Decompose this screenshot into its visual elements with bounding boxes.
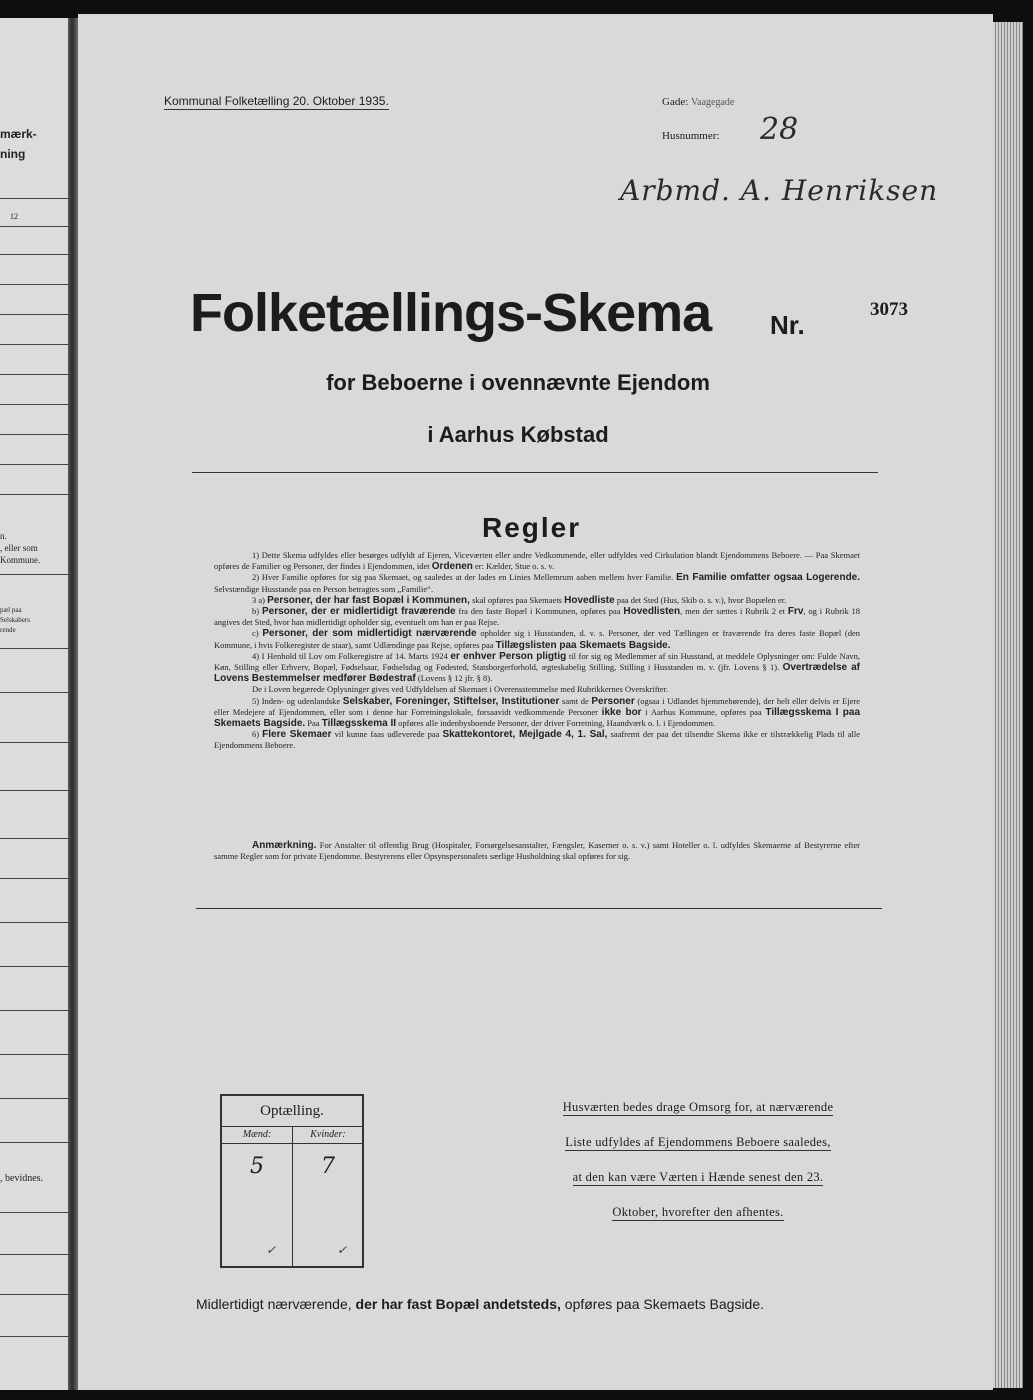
left-page-text: mærk- bbox=[0, 127, 37, 141]
notice-line-4: Oktober, hvorefter den afhentes. bbox=[612, 1205, 784, 1219]
left-page-text: Kommune. bbox=[0, 555, 41, 565]
left-page-rule bbox=[0, 878, 74, 879]
gade-row bbox=[662, 96, 734, 108]
count-box-caption: Optælling. bbox=[222, 1096, 362, 1127]
left-page-rule bbox=[0, 344, 74, 345]
form-title: Folketællings-Skema bbox=[190, 283, 712, 343]
gade-value: Vaagegade bbox=[691, 97, 735, 108]
left-page-rule bbox=[0, 374, 74, 375]
left-page-rule bbox=[0, 254, 74, 255]
women-label: Kvinder: bbox=[293, 1127, 363, 1144]
left-page-rule bbox=[0, 742, 74, 743]
left-page-text: ning bbox=[0, 147, 26, 161]
left-page-text: rende bbox=[0, 626, 16, 634]
men-count: 5 bbox=[250, 1154, 264, 1179]
book-gutter bbox=[68, 18, 78, 1390]
notice-line-3: at den kan være Værten i Hænde senest den 23. bbox=[572, 1170, 824, 1184]
landlord-notice bbox=[518, 1100, 878, 1240]
left-page-rule bbox=[0, 648, 74, 649]
left-page-rule bbox=[0, 692, 74, 693]
rule-3b: b) Personer, der er midlertidigt fraværende fra den faste Bopæl i Kommunen, opføres paa Hovedlisten, men der sættes i Rubrik 2 et Frv, og i Rubrik 18 angives det Sted, hvor han midlertidigt opholder sig, eventuelt om han er paa Rejse. bbox=[214, 606, 861, 628]
rule-4: 4) I Henhold til Lov om Folkeregistre af 14. Marts 1924 er enhver Person pligtig til for sig og Medlemmer af sin Husstand, at meddele Oplysninger om: Fulde Navn, Køn, Stilling eller Erhverv, Bopæl, Fødselsaar, Fødselsdag og Fødested, Statsborgerforhold, ægteskabelig Stilling, Stilling i Husstanden m. v. (jfr. Lovens § 1). Overtrædelse af Lovens Bestemmelser medfører Bødestraf (Lovens § 12 jfr. § 8). bbox=[214, 650, 861, 685]
husnummer-label: Husnummer: bbox=[662, 130, 720, 142]
rule-5: 5) Inden- og udenlandske Selskaber, Foreninger, Stiftelser, Institutioner samt de Personer (ogsaa i Udlandet hjemmehørende), der helt eller delvis er Ejere eller Medejere af Ejendommen, eller som i denne har Forretningslokale, forsaavidt vedkommende Personer ikke bor i Aarhus Kommune, opføres paa Tillægsskema I paa Skemaets Bagside. Paa Tillægsskema II opføres alle indenbysboende Personer, der driver Forretning, Haandværk o. l. i Ejendommen. bbox=[214, 695, 861, 730]
left-page-rule bbox=[0, 838, 74, 839]
left-page-rule bbox=[0, 226, 74, 227]
gade-label: Gade: bbox=[662, 96, 689, 108]
rule-6: 6) Flere Skemaer vil kunne faas udleverede paa Skattekontoret, Mejlgade 4, 1. Sal, saafremt der paa det tilsendte Skema ikke er tilstrækkelig Plads til alle Ejendommens Beboere. bbox=[214, 729, 861, 751]
left-page-rule bbox=[0, 464, 74, 465]
left-page-rule bbox=[0, 314, 74, 315]
notice-line-1: Husværten bedes drage Omsorg for, at nærværende bbox=[562, 1100, 834, 1114]
left-page-text: , bevidnes. bbox=[0, 1173, 44, 1184]
left-page-rule bbox=[0, 404, 74, 405]
remark-label: Anmærkning. bbox=[252, 840, 317, 851]
left-page-rule bbox=[0, 198, 74, 199]
left-page-rule bbox=[0, 922, 74, 923]
form-subtitle-line2: i Aarhus Købstad bbox=[427, 422, 609, 447]
left-page-rule bbox=[0, 284, 74, 285]
rule-2: 2) Hver Familie opføres for sig paa Skemaet, og saaledes at der lades en Linies Mellemrum aaben mellem hver Familie. En Familie omfatter ogsaa Logerende. Selvstændige Husstande paa en Person betragtes som „Familie“. bbox=[214, 572, 861, 594]
left-page-text: n. bbox=[0, 531, 7, 541]
left-page-text: Selskabers bbox=[0, 616, 30, 624]
left-page-rule bbox=[0, 1054, 74, 1055]
census-form-page bbox=[78, 14, 993, 1390]
remark-text: Anmærkning. For Anstalter til offentlig Brug (Hospitaler, Forsørgelsesanstalter, Fængsler, Kaserner o. s. v.) samt Hoteller o. l. udfyldes Skemaerne af Bestyrerne efter samme Regler som for private Ejendomme. Bestyrerens eller Opsynspersonalets særlige Husholdning skal opføres for sig. bbox=[214, 840, 860, 862]
men-column bbox=[222, 1127, 292, 1266]
left-page-rule bbox=[0, 790, 74, 791]
left-page-rule bbox=[0, 1254, 74, 1255]
form-subtitle-line1: for Beboerne i ovennævnte Ejendom bbox=[326, 370, 710, 395]
husnummer-row bbox=[662, 130, 719, 142]
rule-4b: De i Loven begærede Oplysninger gives ved Udfyldelsen af Skemaet i Overensstemmelse med Rubrikkernes Overskrifter. bbox=[252, 684, 669, 695]
left-page-rule bbox=[0, 1098, 74, 1099]
handwritten-owner-name: Arbmd. A. Henriksen bbox=[620, 174, 939, 207]
left-page-rule bbox=[0, 1010, 74, 1011]
men-label: Mænd: bbox=[222, 1127, 292, 1144]
left-page-text: pæl paa bbox=[0, 606, 22, 614]
left-page-rule bbox=[0, 1142, 74, 1143]
notice-line-2: Liste udfyldes af Ejendommens Beboere saaledes, bbox=[565, 1135, 831, 1149]
left-page-rule bbox=[0, 574, 74, 575]
form-number-value: 3073 bbox=[870, 299, 908, 320]
check-mark-icon: ✓ bbox=[265, 1243, 276, 1257]
left-page-text: 12 bbox=[10, 212, 18, 221]
left-page-rule bbox=[0, 1336, 74, 1337]
footer-note: Midlertidigt nærværende, der har fast Bopæl andetsteds, opføres paa Skemaets Bagside. bbox=[196, 1296, 765, 1312]
count-box bbox=[220, 1094, 364, 1268]
rules-text bbox=[214, 550, 860, 752]
rule-3a: 3 a) Personer, der har fast Bopæl i Kommunen, skal opføres paa Skemaets Hovedliste paa det Sted (Hus, Skib o. s. v.), hvor Bopælen er. bbox=[252, 594, 787, 606]
left-page-rule bbox=[0, 494, 74, 495]
women-count: 7 bbox=[321, 1154, 335, 1179]
left-page-rule bbox=[0, 434, 74, 435]
page-edges bbox=[993, 22, 1023, 1388]
women-column bbox=[292, 1127, 363, 1266]
form-number-label: Nr. bbox=[770, 310, 805, 340]
left-page-text: , eller som bbox=[0, 543, 38, 553]
rules-heading: Regler bbox=[482, 512, 582, 543]
divider-bottom bbox=[196, 908, 882, 909]
rule-3c: c) Personer, der som midlertidigt nærværende opholder sig i Husstanden, d. v. s. Personer, der ved Tællingen er fraværende fra deres faste Bopæl (den Kommune, i hvis Folkeregister de staar), samt Udlændinge paa Rejse, opføres paa Tillægslisten paa Skemaets Bagside. bbox=[214, 628, 861, 651]
left-page-rule bbox=[0, 1212, 74, 1213]
census-title: Kommunal Folketælling 20. Oktober 1935. bbox=[164, 94, 389, 108]
rule-1: 1) Dette Skema udfyldes eller besørges udfyldt af Ejeren, Viceværten eller andre Vedkommende, eller udfyldes ved Cirkulation blandt Ejendommens Beboere. — Paa Skemaet opføres de Familier og Personer, der findes i Ejendommen, idet Ordenen er: Kælder, Stue o. s. v. bbox=[214, 550, 860, 573]
divider-top bbox=[192, 472, 878, 473]
left-page-fragment bbox=[0, 18, 74, 1390]
left-page-rule bbox=[0, 1294, 74, 1295]
check-mark-icon: ✓ bbox=[336, 1243, 347, 1257]
left-page-rule bbox=[0, 966, 74, 967]
husnummer-value: 28 bbox=[760, 112, 799, 147]
